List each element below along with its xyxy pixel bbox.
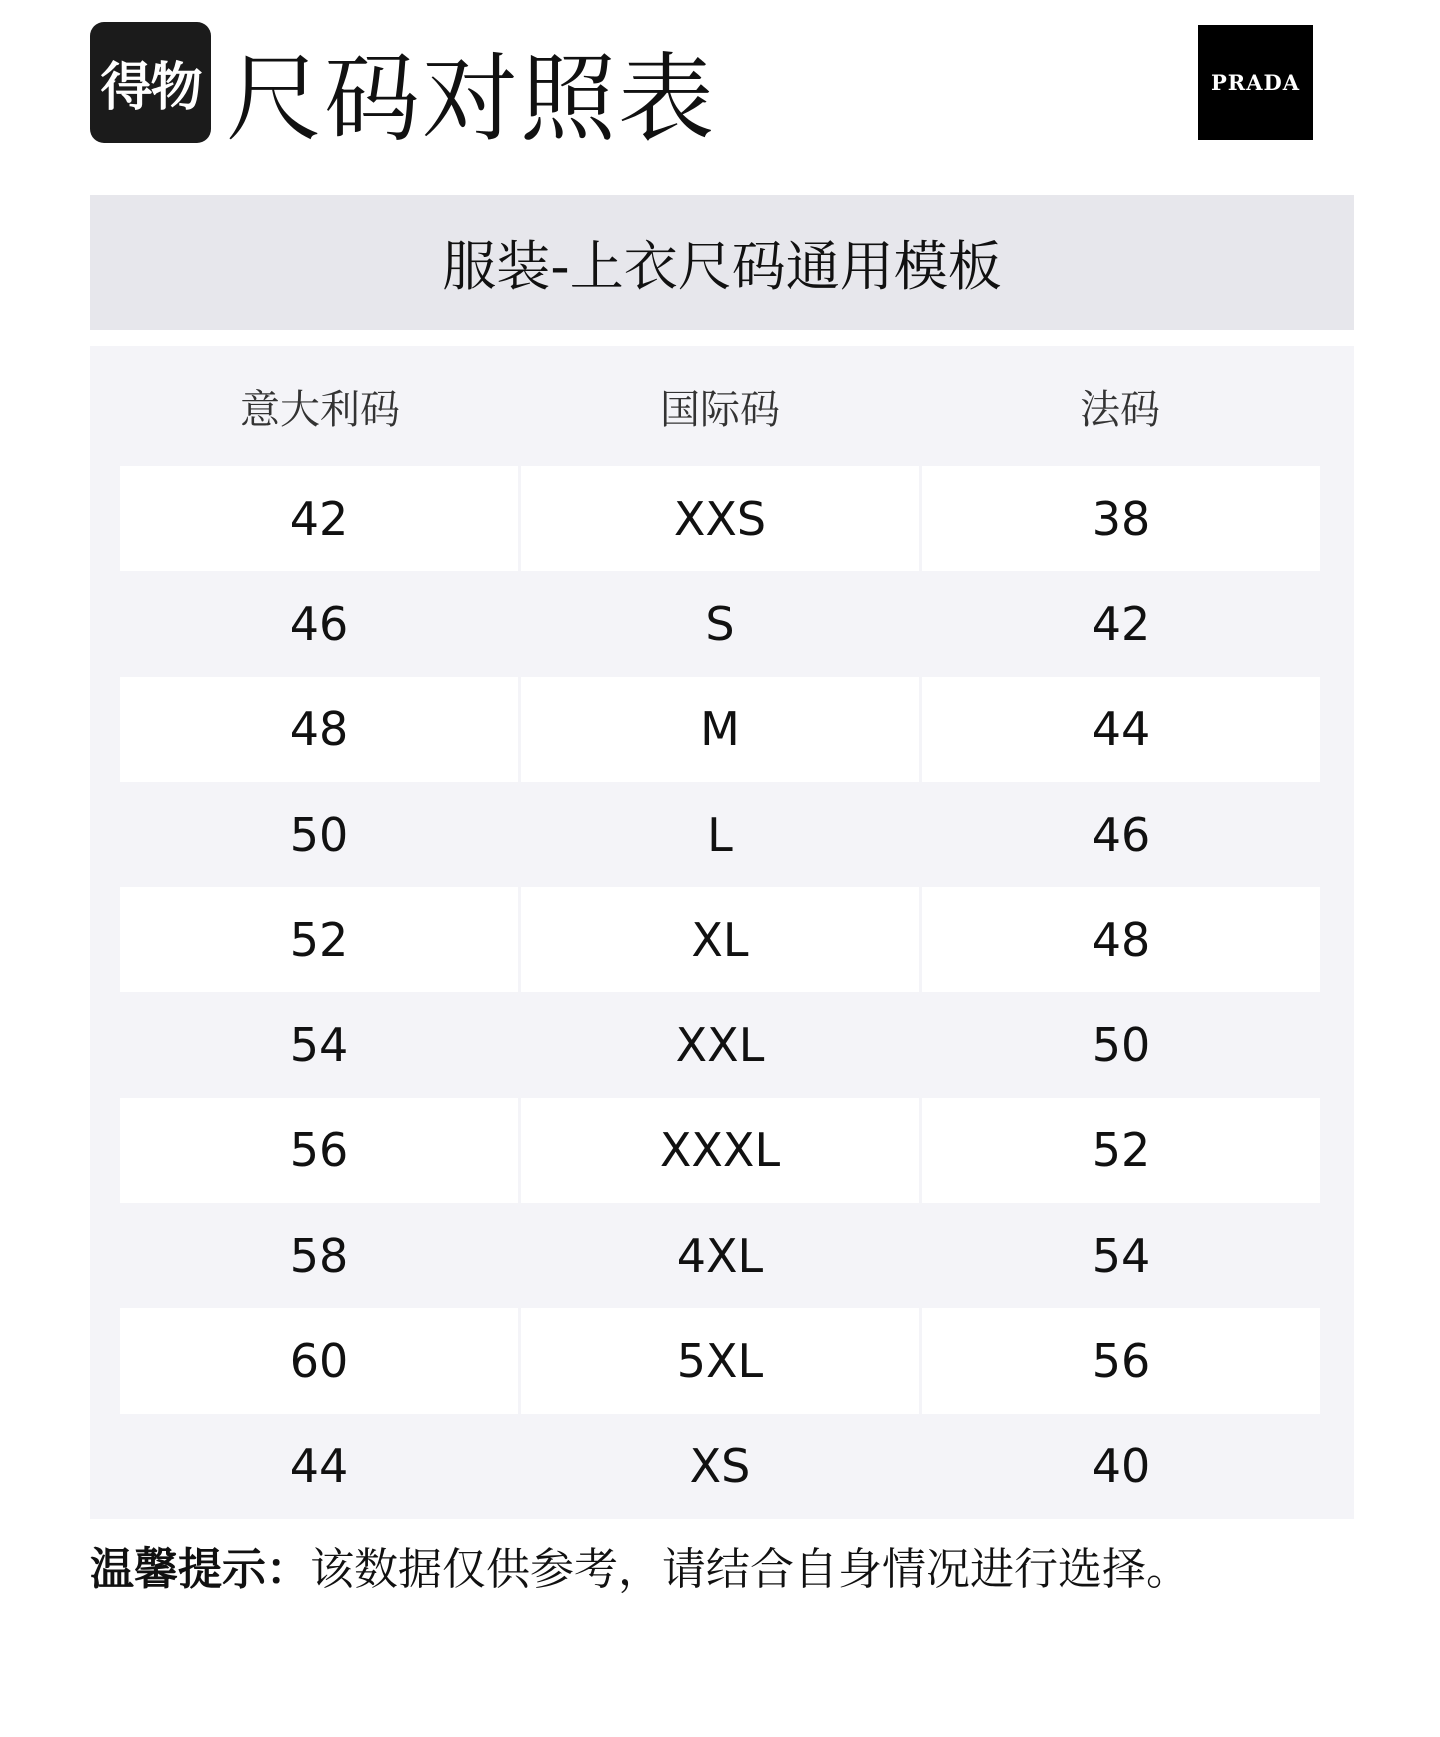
column-header-italian: 意大利码	[240, 386, 400, 433]
cell-international: XXXL	[521, 1098, 919, 1203]
table-row	[120, 1308, 1320, 1413]
table-body	[120, 466, 1320, 1519]
table-row	[120, 571, 1320, 676]
cell-italian: 52	[120, 887, 518, 992]
table-row	[120, 1203, 1320, 1308]
brand-logo-text: PRADA	[1210, 70, 1301, 95]
cell-international: M	[521, 677, 919, 782]
cell-french: 54	[1091, 1228, 1151, 1283]
table-row	[120, 466, 1320, 571]
cell-international: L	[707, 807, 733, 862]
table-row	[120, 677, 1320, 782]
cell-italian: 60	[120, 1308, 518, 1413]
cell-international: S	[705, 596, 735, 651]
size-table	[90, 346, 1354, 1519]
cell-french: 48	[922, 887, 1320, 992]
column-header-french: 法码	[1080, 386, 1160, 433]
cell-italian: 42	[120, 466, 518, 571]
page-title: 尺码对照表	[226, 43, 716, 155]
table-row	[120, 1414, 1320, 1519]
cell-italian: 50	[289, 807, 349, 862]
cell-french: 38	[922, 466, 1320, 571]
cell-international: 5XL	[521, 1308, 919, 1413]
app-logo-text: 得物	[100, 58, 201, 118]
footnote-label: 温馨提示：	[90, 1544, 310, 1595]
cell-international: XXL	[675, 1018, 765, 1073]
cell-italian: 46	[289, 596, 349, 651]
footnote-text: 该数据仅供参考，请结合自身情况进行选择。	[310, 1544, 1190, 1595]
cell-international: XL	[521, 887, 919, 992]
cell-french: 44	[922, 677, 1320, 782]
table-row	[120, 782, 1320, 887]
brand-logo	[1198, 25, 1313, 140]
cell-italian: 48	[120, 677, 518, 782]
table-header	[120, 346, 1320, 466]
cell-french: 40	[1091, 1439, 1151, 1494]
cell-french: 50	[1091, 1018, 1151, 1073]
table-row	[120, 1098, 1320, 1203]
cell-french: 56	[922, 1308, 1320, 1413]
table-row	[120, 992, 1320, 1097]
template-banner: 服装-上衣尺码通用模板	[90, 195, 1354, 330]
cell-international: XS	[689, 1439, 751, 1494]
cell-italian: 58	[289, 1228, 349, 1283]
cell-french: 42	[1091, 596, 1151, 651]
cell-french: 52	[922, 1098, 1320, 1203]
cell-international: 4XL	[676, 1228, 764, 1283]
cell-international: XXS	[521, 466, 919, 571]
table-row	[120, 887, 1320, 992]
cell-italian: 44	[289, 1439, 349, 1494]
footnote	[90, 1535, 1190, 1605]
cell-italian: 56	[120, 1098, 518, 1203]
column-header-international: 国际码	[660, 386, 780, 433]
cell-french: 46	[1091, 807, 1151, 862]
cell-italian: 54	[289, 1018, 349, 1073]
app-logo	[90, 22, 211, 143]
